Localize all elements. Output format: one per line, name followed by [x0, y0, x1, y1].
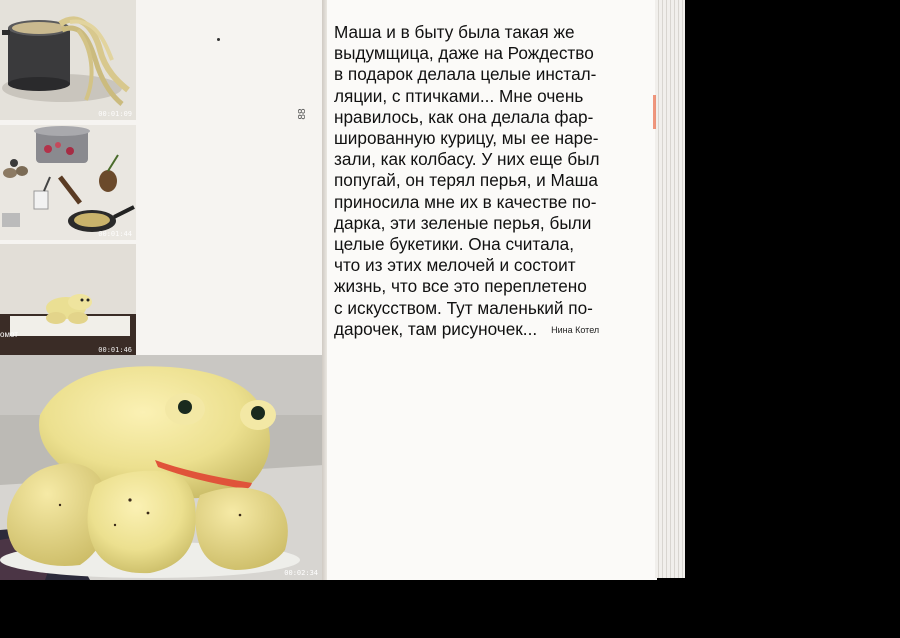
- quote-line: что из этих мелочей и состоит: [334, 255, 576, 276]
- film-frame-kitchen: [0, 125, 136, 240]
- kitchen-tools-illustration: [0, 125, 136, 240]
- quote-author: Нина Котел: [551, 324, 600, 335]
- quote-line: в подарок делала целые инстал-: [334, 64, 597, 85]
- frame-timestamp: 00:01:46: [98, 346, 132, 354]
- quote-line: жизнь, что все это переплетено: [334, 276, 587, 297]
- page-edges: [655, 0, 685, 578]
- quote-line: ляции, с птичками... Мне очень: [334, 85, 584, 106]
- photo-timestamp: 00:02:34: [284, 569, 318, 577]
- page-number: 88: [297, 108, 308, 120]
- potato-frog-illustration: [0, 355, 324, 580]
- quote-line: шированную курицу, мы ее наре-: [334, 128, 599, 149]
- quote-line: нравилось, как она делала фар-: [334, 106, 594, 127]
- quote-line: попугай, он терял перья, и Маша: [334, 170, 598, 191]
- potato-frog-small-illustration: [0, 244, 136, 356]
- quote-line: дарка, эти зеленые перья, были: [334, 212, 592, 233]
- frame-timestamp: 00:01:09: [98, 110, 132, 118]
- left-page: [0, 0, 324, 580]
- quote-line-last: [334, 319, 654, 341]
- film-frame-potato-frog: [0, 244, 136, 356]
- film-frame-pot: [0, 0, 136, 120]
- interview-quote: [334, 22, 654, 341]
- pot-noodles-illustration: [0, 0, 136, 120]
- quote-line: с искусством. Тут маленький по-: [334, 297, 593, 318]
- quote-line: целые букетики. Она считала,: [334, 234, 575, 255]
- quote-line: выдумщица, даже на Рождество: [334, 43, 594, 64]
- decorative-dot: [217, 38, 220, 41]
- frame-timestamp: 00:01:44: [98, 230, 132, 238]
- frame-caption: омот: [0, 330, 18, 339]
- potato-frog-photo: [0, 355, 324, 580]
- quote-line: зали, как колбасу. У них еще был: [334, 149, 600, 170]
- quote-line-text: дарочек, там рисуночек...: [334, 318, 538, 339]
- quote-line: приносила мне их в качестве по-: [334, 191, 597, 212]
- quote-line: Маша и в быту была такая же: [334, 22, 575, 42]
